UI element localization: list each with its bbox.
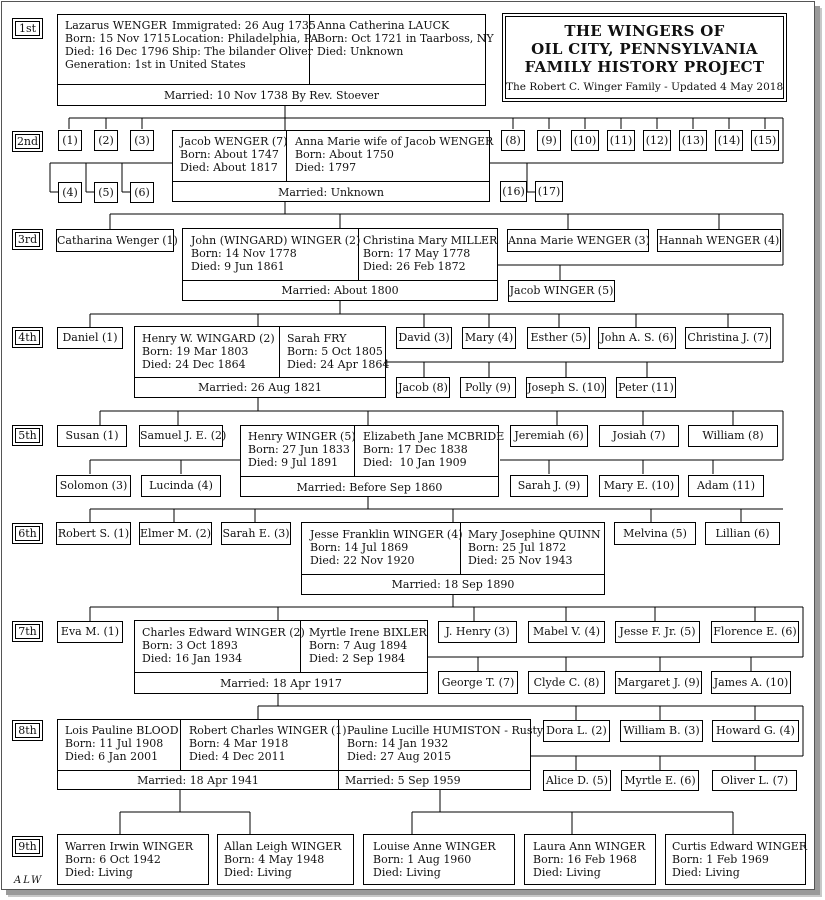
title-line-2: OIL CITY, PENNSYLVANIA [531,40,758,58]
gen6-husband-died: Died: 22 Nov 1920 [310,554,415,567]
title-line-1: THE WINGERS OF [564,22,725,40]
gen3-child-hannah: Hannah WENGER (4) [657,229,781,252]
gen-label-3rd: 3rd [12,229,43,250]
gen2-child-11: (11) [607,130,635,151]
gen5-wife-born: Born: 17 Dec 1838 [363,443,468,456]
gen9-laura-born: Born: 16 Feb 1968 [533,853,637,866]
gen6-husband-name: Jesse Franklin WINGER (4) [310,528,463,541]
gen2-child-16: (16) [500,181,527,202]
gen-label-5th: 5th [12,425,43,446]
gen5-husband-born: Born: 27 Jun 1833 [248,443,350,456]
gen2-child-13: (13) [679,130,707,151]
gen7-wife-name: Myrtle Irene BIXLER [309,626,427,639]
gen2-child-1: (1) [58,130,82,151]
gen2-child-5: (5) [94,182,118,203]
gen8-wife2-born: Born: 14 Jan 1932 [347,737,449,750]
gen9-curtis-died: Died: Living [672,866,740,879]
gen9-child-louise [363,834,515,885]
gen1-wife-died: Died: Unknown [317,45,404,58]
gen1-husband-died: Died: 16 Dec 1796 [65,45,169,58]
gen8-wife1-name: Lois Pauline BLOOD [65,724,179,737]
gen3-husband-born: Born: 14 Nov 1778 [191,247,297,260]
gen5-married: Married: Before Sep 1860 [296,481,443,494]
gen4-child-jacob: Jacob (8) [396,377,450,398]
gen5-child-sarah: Sarah J. (9) [510,475,588,497]
gen2-wife-born: Born: About 1750 [295,148,394,161]
gen3-wife-name: Christina Mary MILLER [363,234,498,247]
gen9-laura-died: Died: Living [533,866,601,879]
gen2-wife-name: Anna Marie wife of Jacob WENGER [295,135,494,148]
gen9-child-allan [217,834,354,885]
gen4-couple-box [134,326,390,398]
gen4-child-polly: Polly (9) [460,377,516,398]
gen7-child-mabel: Mabel V. (4) [528,621,605,643]
gen4-husband-name: Henry W. WINGARD (2) [142,332,275,345]
gen9-child-laura [524,834,656,885]
gen2-child-8: (8) [501,130,525,151]
gen9-louise-born: Born: 1 Aug 1960 [373,853,472,866]
gen5-child-samuel: Samuel J. E. (2) [139,425,223,447]
gen7-child-j-henry: J. Henry (3) [438,621,517,643]
gen7-husband-died: Died: 16 Jan 1934 [142,652,243,665]
gen2-child-12: (12) [643,130,671,151]
gen6-wife-name: Mary Josephine QUINN [468,528,601,541]
gen7-wife-born: Born: 7 Aug 1894 [309,639,408,652]
gen9-warren-died: Died: Living [65,866,133,879]
title-line-3: FAMILY HISTORY PROJECT [524,58,765,76]
gen8-child-howard: Howard G. (4) [712,720,799,742]
gen2-husband-died: Died: About 1817 [180,161,278,174]
gen9-allan-died: Died: Living [224,866,292,879]
gen9-laura-name: Laura Ann WINGER [533,840,646,853]
gen2-child-2: (2) [94,130,118,151]
gen1-husband-generation: Generation: 1st in United States [65,58,246,71]
gen4-child-mary: Mary (4) [462,327,516,349]
gen4-child-daniel: Daniel (1) [57,327,123,349]
gen9-allan-born: Born: 4 May 1948 [224,853,325,866]
gen1-married: Married: 10 Nov 1738 By Rev. Stoever [163,89,380,102]
gen4-child-esther: Esther (5) [527,327,590,349]
title-box [502,13,787,102]
gen2-husband-born: Born: About 1747 [180,148,279,161]
gen4-husband-born: Born: 19 Mar 1803 [142,345,249,358]
gen2-child-10: (10) [571,130,599,151]
gen7-child-jesse-jr: Jesse F. Jr. (5) [615,621,700,643]
author-signature: ALW [14,875,44,886]
gen5-couple-box [240,425,505,497]
gen-label-8th: 8th [12,720,43,741]
gen6-child-sarah: Sarah E. (3) [221,522,291,545]
gen4-child-joseph: Joseph S. (10) [526,377,606,398]
gen8-husband-born: Born: 4 Mar 1918 [189,737,289,750]
gen6-child-melvina: Melvina (5) [614,522,696,545]
gen7-child-george: George T. (7) [438,671,518,694]
gen5-child-mary: Mary E. (10) [599,475,679,497]
gen1-wife-born: Born: Oct 1721 in Taarboss, NY [317,32,494,45]
gen1-husband-born: Born: 15 Nov 1715 [65,32,171,45]
gen1-immigrated: Immigrated: 26 Aug 1735 [172,19,316,32]
gen9-curtis-name: Curtis Edward WINGER [672,840,808,853]
gen1-wife-name: Anna Catherina LAUCK [317,19,450,32]
gen5-child-adam: Adam (11) [688,475,764,497]
gen6-child-robert: Robert S. (1) [56,522,131,545]
gen7-child-clyde: Clyde C. (8) [528,671,605,694]
gen8-family-box [57,719,544,790]
gen6-married: Married: 18 Sep 1890 [391,578,515,591]
gen3-married: Married: About 1800 [281,284,399,297]
gen8-wife2-name: Pauline Lucille HUMISTON - Rusty [347,724,544,737]
gen3-husband-name: John (WINGARD) WINGER (2) [191,234,361,247]
gen-label-9th: 9th [12,836,43,857]
gen2-child-15: (15) [751,130,779,151]
gen-label-4th: 4th [12,327,43,348]
gen8-husband-name: Robert Charles WINGER (1) [189,724,347,737]
gen6-couple-box [301,522,605,595]
gen4-wife-born: Born: 5 Oct 1805 [287,345,383,358]
gen5-child-susan: Susan (1) [57,425,127,447]
gen3-child-anna-marie: Anna Marie WENGER (3) [507,229,649,252]
gen4-husband-died: Died: 24 Dec 1864 [142,358,246,371]
title-inner-border [505,16,784,99]
gen2-husband-name: Jacob WENGER (7) [180,135,288,148]
gen2-child-3: (3) [130,130,154,151]
gen8-married-1: Married: 18 Apr 1941 [137,774,259,787]
gen-label-6th: 6th [12,523,43,544]
gen5-husband-died: Died: 9 Jul 1891 [248,456,339,469]
gen5-child-william: William (8) [688,425,778,447]
gen3-wife-died: Died: 26 Feb 1872 [363,260,466,273]
gen7-wife-died: Died: 2 Sep 1984 [309,652,406,665]
gen8-child-myrtle: Myrtle E. (6) [621,770,699,791]
gen5-wife-name: Elizabeth Jane MCBRIDE [363,430,505,443]
gen9-child-warren [57,834,209,885]
gen9-louise-died: Died: Living [373,866,441,879]
gen4-wife-died: Died: 24 Apr 1864 [287,358,390,371]
gen-label-2nd: 2nd [12,131,43,152]
gen1-location: Location: Philadelphia, PA [172,32,319,45]
gen4-child-christina: Christina J. (7) [685,327,771,349]
gen-label-1st: 1st [12,18,43,39]
title-subtitle: The Robert C. Winger Family - Updated 4 May 2018 [506,81,784,93]
gen2-child-14: (14) [715,130,743,151]
gen3-wife-born: Born: 17 May 1778 [363,247,471,260]
gen5-husband-name: Henry WINGER (5) [248,430,356,443]
gen3-child-jacob: Jacob WINGER (5) [508,280,615,302]
gen7-child-eva: Eva M. (1) [57,621,123,643]
gen2-couple-box [172,130,494,202]
gen3-child-catharina: Catharina Wenger (1) [56,229,174,252]
gen6-husband-born: Born: 14 Jul 1869 [310,541,409,554]
gen6-wife-born: Born: 25 Jul 1872 [468,541,567,554]
gen9-louise-name: Louise Anne WINGER [373,840,496,853]
gen9-allan-name: Allan Leigh WINGER [224,840,342,853]
gen5-child-lucinda: Lucinda (4) [141,475,221,497]
gen7-couple-box [134,620,428,694]
gen5-child-josiah: Josiah (7) [599,425,679,447]
gen5-wife-died: Died: 10 Jan 1909 [363,456,467,469]
gen4-wife-name: Sarah FRY [287,332,347,345]
gen8-child-william: William B. (3) [620,720,703,742]
gen1-husband-name: Lazarus WENGER [65,19,167,32]
gen1-couple-box [57,14,494,106]
gen7-child-james: James A. (10) [711,671,791,694]
gen2-child-9: (9) [537,130,561,151]
gen7-husband-name: Charles Edward WINGER (2) [142,626,305,639]
gen3-couple-box [182,228,498,301]
gen8-wife1-died: Died: 6 Jan 2001 [65,750,159,763]
gen8-married-2: Married: 5 Sep 1959 [345,774,461,787]
gen2-child-17: (17) [535,181,563,202]
gen4-child-john: John A. S. (6) [598,327,676,349]
gen-label-7th: 7th [12,621,43,642]
gen9-warren-name: Warren Irwin WINGER [65,840,194,853]
gen7-child-margaret: Margaret J. (9) [615,671,702,694]
gen4-married: Married: 26 Aug 1821 [198,381,322,394]
gen7-married: Married: 18 Apr 1917 [220,677,342,690]
gen8-husband-died: Died: 4 Dec 2011 [189,750,286,763]
gen1-ship: Ship: The bilander Oliver [172,45,313,58]
gen6-child-elmer: Elmer M. (2) [139,522,212,545]
gen2-child-6: (6) [130,182,154,203]
gen7-child-florence: Florence E. (6) [711,621,799,643]
gen8-wife2-died: Died: 27 Aug 2015 [347,750,452,763]
gen5-child-solomon: Solomon (3) [56,475,131,497]
gen9-child-curtis [665,834,806,885]
gen8-child-dora: Dora L. (2) [543,720,610,742]
gen8-child-alice: Alice D. (5) [543,770,611,791]
gen4-child-peter: Peter (11) [616,377,676,398]
gen8-child-oliver: Oliver L. (7) [712,770,797,791]
gen2-child-4: (4) [58,182,82,203]
gen4-child-david: David (3) [396,327,452,349]
gen7-husband-born: Born: 3 Oct 1893 [142,639,238,652]
gen6-child-lillian: Lillian (6) [705,522,780,545]
gen2-wife-died: Died: 1797 [295,161,357,174]
gen9-warren-born: Born: 6 Oct 1942 [65,853,161,866]
gen6-wife-died: Died: 25 Nov 1943 [468,554,573,567]
gen9-curtis-born: Born: 1 Feb 1969 [672,853,769,866]
gen3-husband-died: Died: 9 Jun 1861 [191,260,285,273]
gen2-married: Married: Unknown [278,186,384,199]
gen5-child-jeremiah: Jeremiah (6) [510,425,588,447]
gen8-wife1-born: Born: 11 Jul 1908 [65,737,164,750]
